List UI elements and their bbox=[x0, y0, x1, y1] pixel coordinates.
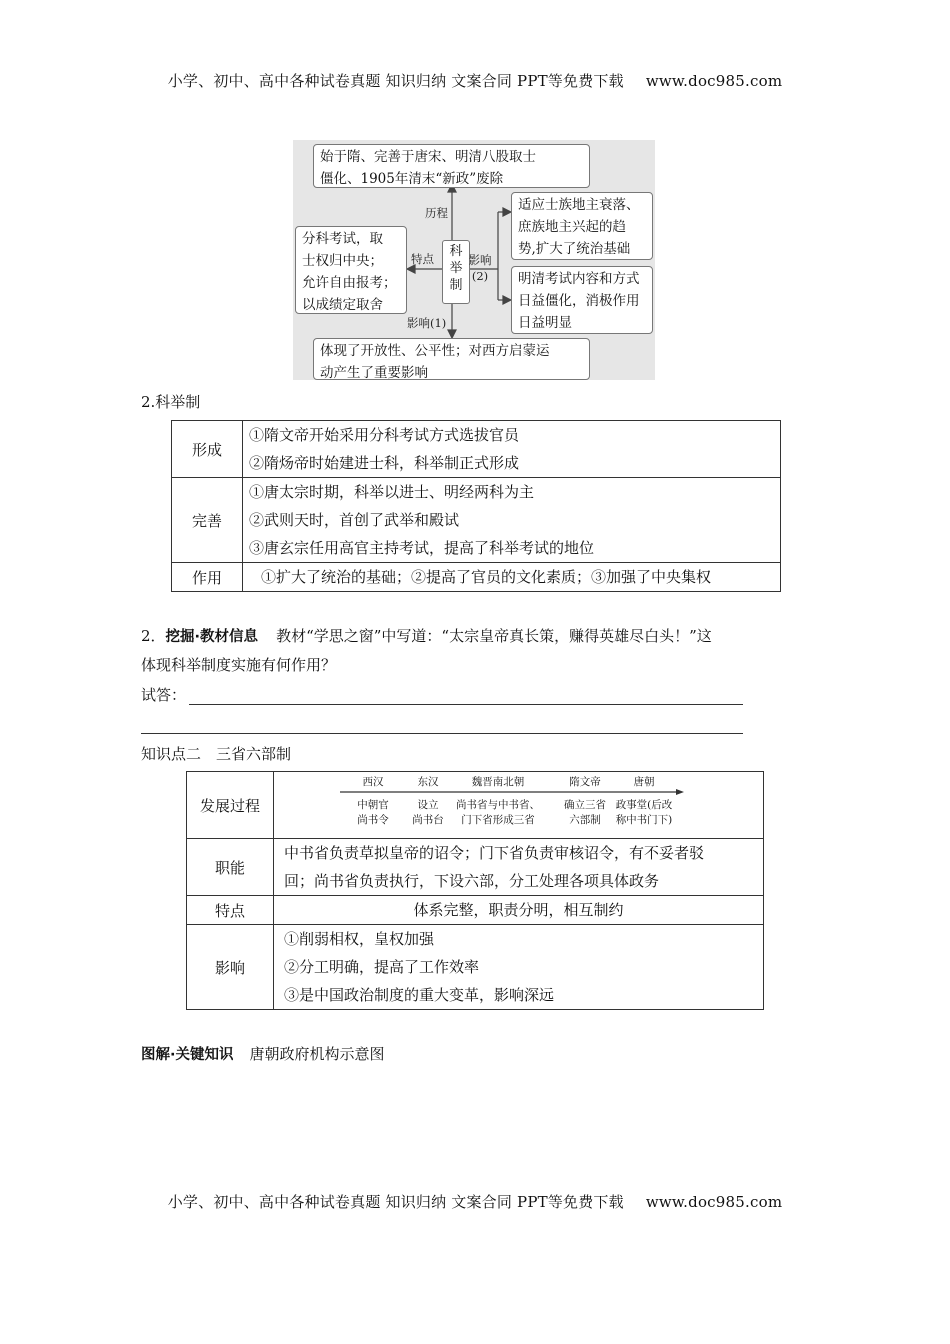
timeline-cell bbox=[274, 772, 764, 839]
diagram-label-influence1: 影响(1) bbox=[407, 316, 447, 330]
keju-row-content bbox=[243, 421, 781, 478]
diagram-influence1-box: 体现了开放性、公平性；对西方启蒙运 动产生了重要影响 bbox=[313, 338, 590, 380]
table-row bbox=[172, 478, 781, 563]
sansheng-row-content bbox=[274, 839, 764, 896]
diagram-history-box: 始于隋、完善于唐宋、明清八股取士 僵化、1905年清末“新政”废除 bbox=[313, 144, 590, 188]
table-row bbox=[187, 772, 764, 839]
sansheng-row-content bbox=[274, 896, 764, 925]
page-header bbox=[0, 70, 950, 91]
question-text-1: 教材“学思之窗”中写道：“太宗皇帝真长策，赚得英雄尽白头！”这 bbox=[276, 627, 712, 645]
sansheng-line: 体系完整，职责分明，相互制约 bbox=[413, 901, 624, 919]
keju-line: ①扩大了统治的基础；②提高了官员的文化素质；③加强了中央集权 bbox=[261, 568, 712, 586]
section-keju-title: 2.科举制 bbox=[141, 393, 201, 411]
question-text-2: 体现科举制度实施有何作用？ bbox=[141, 656, 337, 674]
header-text: 小学、初中、高中各种试卷真题 知识归纳 文案合同 PPT等免费下载 bbox=[167, 72, 624, 90]
section-sansheng-title: 知识点二 三省六部制 bbox=[141, 745, 292, 763]
figure-caption bbox=[141, 1043, 385, 1066]
diagram-influence2-box-1: 适应士族地主衰落、 庶族地主兴起的趋 势,扩大了统治基础 bbox=[511, 192, 653, 260]
timeline-event: 中朝官 尚书令 bbox=[357, 799, 389, 826]
question-line-1 bbox=[141, 625, 712, 648]
timeline-event: 尚书省与中书省、 门下省形成三省 bbox=[456, 799, 540, 826]
figure-caption-text: 唐朝政府机构示意图 bbox=[249, 1045, 385, 1063]
timeline-era: 西汉 bbox=[362, 776, 384, 788]
sansheng-line: 回；尚书省负责执行，下设六部，分工处理各项具体政务 bbox=[284, 872, 660, 890]
sansheng-row-head: 职能 bbox=[187, 839, 274, 896]
question-number: 2． bbox=[141, 627, 166, 645]
sansheng-line: 中书省负责草拟皇帝的诏令；门下省负责审核诏令，有不妥者驳 bbox=[284, 844, 705, 862]
keju-diagram bbox=[293, 140, 655, 380]
sansheng-row-content bbox=[274, 925, 764, 1010]
timeline-event: 确立三省 六部制 bbox=[564, 799, 606, 826]
timeline-event: 政事堂(后改 称中书门下) bbox=[615, 799, 673, 826]
sansheng-table bbox=[186, 771, 764, 1010]
table-row bbox=[172, 563, 781, 592]
diagram-label-influence2: 影响 (2) bbox=[468, 253, 492, 283]
table-row bbox=[172, 421, 781, 478]
timeline-era: 隋文帝 bbox=[569, 776, 601, 788]
keju-table bbox=[171, 420, 781, 592]
timeline bbox=[278, 774, 763, 836]
sansheng-row-head: 影响 bbox=[187, 925, 274, 1010]
keju-row-content bbox=[243, 478, 781, 563]
timeline-era: 魏晋南北朝 bbox=[471, 776, 525, 788]
keju-row-content bbox=[243, 563, 781, 592]
timeline-head: 发展过程 bbox=[187, 772, 274, 839]
footer-url: www.doc985.com bbox=[645, 1193, 783, 1211]
answer-label: 试答： bbox=[141, 686, 187, 704]
keju-line: ②武则天时，首创了武举和殿试 bbox=[249, 511, 460, 529]
diagram-label-history: 历程 bbox=[425, 206, 448, 220]
keju-row-head: 作用 bbox=[172, 563, 243, 592]
header-url: www.doc985.com bbox=[645, 72, 783, 90]
diagram-feature-box: 分科考试，取 士权归中央； 允许自由报考； 以成绩定取舍 bbox=[295, 226, 407, 314]
answer-line-1[interactable] bbox=[189, 704, 743, 705]
figure-caption-label: 图解·关键知识 bbox=[141, 1047, 234, 1063]
table-row bbox=[187, 925, 764, 1010]
timeline-event: 设立 尚书台 bbox=[412, 799, 444, 826]
answer-line-2[interactable] bbox=[141, 733, 743, 734]
diagram-influence2-box-2: 明清考试内容和方式 日益僵化，消极作用 日益明显 bbox=[511, 266, 653, 334]
diagram-center-label: 科 举 制 bbox=[449, 244, 463, 293]
sansheng-row-head: 特点 bbox=[187, 896, 274, 925]
sansheng-line: ③是中国政治制度的重大变革，影响深远 bbox=[284, 986, 555, 1004]
table-row bbox=[187, 896, 764, 925]
keju-line: ③唐玄宗任用高官主持考试，提高了科举考试的地位 bbox=[249, 539, 595, 557]
diagram-center-keju bbox=[442, 240, 470, 304]
keju-row-head: 完善 bbox=[172, 478, 243, 563]
question-label: 挖掘·教材信息 bbox=[165, 629, 259, 645]
timeline-era: 东汉 bbox=[417, 776, 439, 788]
table-row bbox=[187, 839, 764, 896]
page-footer bbox=[0, 1191, 950, 1212]
keju-line: ①唐太宗时期，科举以进士、明经两科为主 bbox=[249, 483, 535, 501]
sansheng-line: ①削弱相权，皇权加强 bbox=[284, 930, 435, 948]
sansheng-line: ②分工明确，提高了工作效率 bbox=[284, 958, 480, 976]
keju-line: ②隋炀帝时始建进士科，科举制正式形成 bbox=[249, 454, 520, 472]
keju-row-head: 形成 bbox=[172, 421, 243, 478]
footer-text: 小学、初中、高中各种试卷真题 知识归纳 文案合同 PPT等免费下载 bbox=[167, 1193, 624, 1211]
timeline-era: 唐朝 bbox=[633, 776, 655, 788]
diagram-label-feature: 特点 bbox=[411, 252, 434, 266]
keju-line: ①隋文帝开始采用分科考试方式选拔官员 bbox=[249, 426, 520, 444]
